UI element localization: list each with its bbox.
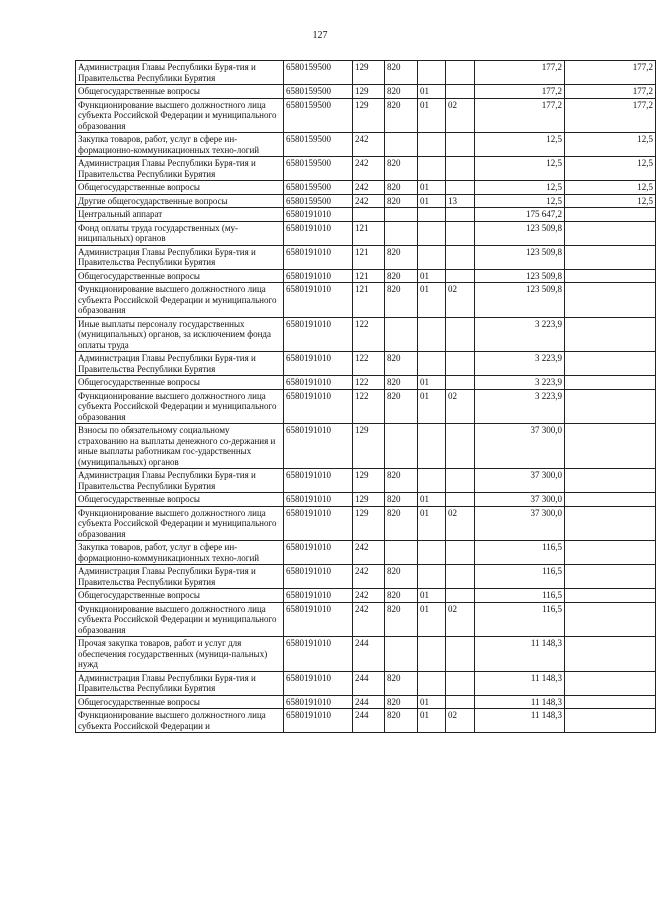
amount-cell-secondary <box>565 541 656 565</box>
table-row <box>76 283 656 318</box>
amount-cell-secondary <box>565 506 656 541</box>
table-row <box>76 85 656 99</box>
section-cell: 01 <box>418 709 446 733</box>
section-cell: 01 <box>418 98 446 133</box>
target-article-cell: 6580191010 <box>284 352 353 376</box>
target-article-cell: 6580191010 <box>284 424 353 469</box>
department-code-cell: 820 <box>385 589 418 603</box>
target-article-cell: 6580159500 <box>284 181 353 195</box>
department-code-cell: 820 <box>385 389 418 424</box>
target-article-cell: 6580191010 <box>284 208 353 222</box>
section-cell: 01 <box>418 589 446 603</box>
table-row <box>76 157 656 181</box>
subsection-cell <box>446 376 475 390</box>
subsection-cell <box>446 541 475 565</box>
expense-type-cell: 122 <box>353 389 385 424</box>
amount-cell-secondary: 177,2 <box>565 98 656 133</box>
amount-cell: 11 148,3 <box>475 695 565 709</box>
amount-cell-secondary <box>565 565 656 589</box>
expense-name-cell: Функционирование высшего должностного лица субъекта Российской Федерации и муниципального образования <box>76 283 284 318</box>
table-row <box>76 637 656 672</box>
amount-cell: 116,5 <box>475 565 565 589</box>
section-cell: 01 <box>418 493 446 507</box>
section-cell <box>418 424 446 469</box>
expense-type-cell: 242 <box>353 589 385 603</box>
expense-type-cell: 129 <box>353 469 385 493</box>
expense-name-cell: Общегосударственные вопросы <box>76 269 284 283</box>
amount-cell: 37 300,0 <box>475 493 565 507</box>
amount-cell-secondary <box>565 469 656 493</box>
expense-name-cell: Функционирование высшего должностного лица субъекта Российской Федерации и муниципального образования <box>76 98 284 133</box>
expense-type-cell: 129 <box>353 85 385 99</box>
expense-name-cell: Функционирование высшего должностного лица субъекта Российской Федерации и <box>76 709 284 733</box>
amount-cell-secondary <box>565 602 656 637</box>
subsection-cell <box>446 133 475 157</box>
expense-type-cell: 242 <box>353 133 385 157</box>
expense-name-cell: Прочая закупка товаров, работ и услуг для обеспечения государственных (муници-пальных) нужд <box>76 637 284 672</box>
amount-cell-secondary: 177,2 <box>565 85 656 99</box>
department-code-cell: 820 <box>385 283 418 318</box>
section-cell: 01 <box>418 85 446 99</box>
target-article-cell: 6580191010 <box>284 389 353 424</box>
amount-cell: 12,5 <box>475 181 565 195</box>
department-code-cell: 820 <box>385 194 418 208</box>
amount-cell-secondary <box>565 283 656 318</box>
expense-type-cell: 129 <box>353 98 385 133</box>
department-code-cell: 820 <box>385 98 418 133</box>
amount-cell: 175 647,2 <box>475 208 565 222</box>
budget-table-body <box>76 61 656 733</box>
amount-cell: 37 300,0 <box>475 469 565 493</box>
subsection-cell <box>446 469 475 493</box>
expense-type-cell: 242 <box>353 541 385 565</box>
department-code-cell <box>385 221 418 245</box>
expense-type-cell: 122 <box>353 352 385 376</box>
target-article-cell: 6580191010 <box>284 671 353 695</box>
amount-cell-secondary <box>565 637 656 672</box>
department-code-cell: 820 <box>385 671 418 695</box>
amount-cell-secondary <box>565 269 656 283</box>
subsection-cell <box>446 317 475 352</box>
table-row <box>76 194 656 208</box>
section-cell: 01 <box>418 602 446 637</box>
target-article-cell: 6580159500 <box>284 85 353 99</box>
target-article-cell: 6580191010 <box>284 317 353 352</box>
amount-cell: 116,5 <box>475 589 565 603</box>
expense-name-cell: Взносы по обязательному социальному страхованию на выплаты денежного со-держания и иные выплаты работникам гос-ударственных (муниципальных) органов <box>76 424 284 469</box>
section-cell: 01 <box>418 194 446 208</box>
expense-type-cell: 129 <box>353 61 385 85</box>
subsection-cell: 02 <box>446 602 475 637</box>
table-row <box>76 269 656 283</box>
subsection-cell <box>446 85 475 99</box>
amount-cell-secondary <box>565 589 656 603</box>
amount-cell: 3 223,9 <box>475 376 565 390</box>
department-code-cell: 820 <box>385 157 418 181</box>
amount-cell: 12,5 <box>475 133 565 157</box>
section-cell <box>418 671 446 695</box>
expense-name-cell: Администрация Главы Республики Буря-тия и Правительства Республики Бурятия <box>76 671 284 695</box>
department-code-cell <box>385 637 418 672</box>
amount-cell-secondary <box>565 376 656 390</box>
table-row <box>76 671 656 695</box>
expense-name-cell: Общегосударственные вопросы <box>76 493 284 507</box>
subsection-cell <box>446 589 475 603</box>
subsection-cell <box>446 695 475 709</box>
expense-type-cell: 244 <box>353 637 385 672</box>
target-article-cell: 6580191010 <box>284 541 353 565</box>
subsection-cell: 02 <box>446 283 475 318</box>
expense-type-cell: 242 <box>353 157 385 181</box>
amount-cell-secondary <box>565 208 656 222</box>
expense-type-cell: 121 <box>353 283 385 318</box>
department-code-cell: 820 <box>385 565 418 589</box>
table-row <box>76 317 656 352</box>
target-article-cell: 6580159500 <box>284 98 353 133</box>
section-cell <box>418 541 446 565</box>
amount-cell-secondary <box>565 317 656 352</box>
subsection-cell <box>446 157 475 181</box>
subsection-cell <box>446 181 475 195</box>
expense-name-cell: Общегосударственные вопросы <box>76 376 284 390</box>
expense-type-cell: 122 <box>353 376 385 390</box>
amount-cell-secondary: 12,5 <box>565 194 656 208</box>
subsection-cell: 02 <box>446 709 475 733</box>
department-code-cell: 820 <box>385 506 418 541</box>
section-cell: 01 <box>418 376 446 390</box>
amount-cell: 177,2 <box>475 61 565 85</box>
expense-name-cell: Общегосударственные вопросы <box>76 85 284 99</box>
table-row <box>76 565 656 589</box>
table-row <box>76 506 656 541</box>
section-cell <box>418 317 446 352</box>
target-article-cell: 6580159500 <box>284 194 353 208</box>
expense-type-cell <box>353 208 385 222</box>
section-cell <box>418 208 446 222</box>
section-cell: 01 <box>418 269 446 283</box>
amount-cell: 12,5 <box>475 157 565 181</box>
department-code-cell: 820 <box>385 493 418 507</box>
subsection-cell <box>446 424 475 469</box>
department-code-cell <box>385 133 418 157</box>
section-cell: 01 <box>418 695 446 709</box>
expense-name-cell: Фонд оплаты труда государственных (му-ниципальных) органов <box>76 221 284 245</box>
target-article-cell: 6580191010 <box>284 589 353 603</box>
expense-type-cell: 242 <box>353 181 385 195</box>
amount-cell-secondary <box>565 709 656 733</box>
table-row <box>76 181 656 195</box>
amount-cell: 11 148,3 <box>475 637 565 672</box>
amount-cell: 37 300,0 <box>475 506 565 541</box>
target-article-cell: 6580191010 <box>284 506 353 541</box>
target-article-cell: 6580191010 <box>284 376 353 390</box>
target-article-cell: 6580191010 <box>284 637 353 672</box>
table-row <box>76 352 656 376</box>
expense-type-cell: 244 <box>353 709 385 733</box>
department-code-cell: 820 <box>385 376 418 390</box>
subsection-cell: 02 <box>446 506 475 541</box>
expense-type-cell: 244 <box>353 671 385 695</box>
expense-name-cell: Функционирование высшего должностного лица субъекта Российской Федерации и муниципального образования <box>76 506 284 541</box>
expense-name-cell: Закупка товаров, работ, услуг в сфере ин-формационно-коммуникационных техно-логий <box>76 133 284 157</box>
table-row <box>76 221 656 245</box>
expense-name-cell: Функционирование высшего должностного лица субъекта Российской Федерации и муниципального образования <box>76 389 284 424</box>
subsection-cell <box>446 61 475 85</box>
amount-cell: 177,2 <box>475 98 565 133</box>
table-row <box>76 602 656 637</box>
table-row <box>76 541 656 565</box>
department-code-cell <box>385 208 418 222</box>
amount-cell: 11 148,3 <box>475 671 565 695</box>
target-article-cell: 6580191010 <box>284 565 353 589</box>
amount-cell-secondary <box>565 389 656 424</box>
amount-cell: 3 223,9 <box>475 317 565 352</box>
expense-name-cell: Администрация Главы Республики Буря-тия и Правительства Республики Бурятия <box>76 469 284 493</box>
section-cell: 01 <box>418 389 446 424</box>
amount-cell-secondary <box>565 493 656 507</box>
expense-type-cell: 242 <box>353 602 385 637</box>
department-code-cell <box>385 541 418 565</box>
amount-cell: 11 148,3 <box>475 709 565 733</box>
section-cell <box>418 61 446 85</box>
table-row <box>76 589 656 603</box>
expense-name-cell: Администрация Главы Республики Буря-тия и Правительства Республики Бурятия <box>76 352 284 376</box>
department-code-cell: 820 <box>385 61 418 85</box>
expense-type-cell: 121 <box>353 245 385 269</box>
section-cell <box>418 352 446 376</box>
table-row <box>76 208 656 222</box>
expense-type-cell: 242 <box>353 565 385 589</box>
department-code-cell: 820 <box>385 709 418 733</box>
target-article-cell: 6580159500 <box>284 61 353 85</box>
subsection-cell <box>446 565 475 589</box>
target-article-cell: 6580191010 <box>284 695 353 709</box>
target-article-cell: 6580191010 <box>284 493 353 507</box>
department-code-cell <box>385 317 418 352</box>
table-row <box>76 389 656 424</box>
section-cell <box>418 637 446 672</box>
expense-name-cell: Функционирование высшего должностного лица субъекта Российской Федерации и муниципального образования <box>76 602 284 637</box>
subsection-cell <box>446 208 475 222</box>
amount-cell-secondary: 12,5 <box>565 133 656 157</box>
amount-cell-secondary <box>565 424 656 469</box>
amount-cell: 177,2 <box>475 85 565 99</box>
department-code-cell: 820 <box>385 85 418 99</box>
department-code-cell: 820 <box>385 245 418 269</box>
table-row <box>76 493 656 507</box>
section-cell <box>418 469 446 493</box>
section-cell: 01 <box>418 283 446 318</box>
subsection-cell: 02 <box>446 389 475 424</box>
target-article-cell: 6580191010 <box>284 283 353 318</box>
department-code-cell: 820 <box>385 181 418 195</box>
amount-cell: 123 509,8 <box>475 269 565 283</box>
subsection-cell <box>446 221 475 245</box>
expense-type-cell: 244 <box>353 695 385 709</box>
amount-cell: 116,5 <box>475 602 565 637</box>
table-row <box>76 424 656 469</box>
amount-cell: 123 509,8 <box>475 283 565 318</box>
expense-type-cell: 122 <box>353 317 385 352</box>
table-row <box>76 376 656 390</box>
expense-name-cell: Общегосударственные вопросы <box>76 181 284 195</box>
page-number: 127 <box>312 30 328 41</box>
amount-cell: 37 300,0 <box>475 424 565 469</box>
table-row <box>76 61 656 85</box>
target-article-cell: 6580191010 <box>284 221 353 245</box>
target-article-cell: 6580159500 <box>284 157 353 181</box>
budget-table-container <box>75 60 653 733</box>
expense-name-cell: Администрация Главы Республики Буря-тия и Правительства Республики Бурятия <box>76 245 284 269</box>
target-article-cell: 6580159500 <box>284 133 353 157</box>
department-code-cell: 820 <box>385 469 418 493</box>
amount-cell: 116,5 <box>475 541 565 565</box>
expense-name-cell: Закупка товаров, работ, услуг в сфере ин-формационно-коммуникационных техно-логий <box>76 541 284 565</box>
amount-cell-secondary: 12,5 <box>565 157 656 181</box>
amount-cell: 3 223,9 <box>475 352 565 376</box>
subsection-cell <box>446 493 475 507</box>
section-cell: 01 <box>418 181 446 195</box>
expense-name-cell: Центральный аппарат <box>76 208 284 222</box>
table-row <box>76 98 656 133</box>
subsection-cell <box>446 245 475 269</box>
subsection-cell <box>446 671 475 695</box>
expense-name-cell: Другие общегосударственные вопросы <box>76 194 284 208</box>
table-row <box>76 133 656 157</box>
target-article-cell: 6580191010 <box>284 269 353 283</box>
budget-table <box>75 60 656 733</box>
subsection-cell <box>446 637 475 672</box>
expense-name-cell: Администрация Главы Республики Буря-тия и Правительства Республики Бурятия <box>76 61 284 85</box>
section-cell <box>418 133 446 157</box>
amount-cell-secondary <box>565 695 656 709</box>
table-row <box>76 469 656 493</box>
expense-name-cell: Администрация Главы Республики Буря-тия и Правительства Республики Бурятия <box>76 157 284 181</box>
department-code-cell: 820 <box>385 602 418 637</box>
amount-cell-secondary <box>565 221 656 245</box>
subsection-cell: 02 <box>446 98 475 133</box>
department-code-cell: 820 <box>385 269 418 283</box>
section-cell <box>418 245 446 269</box>
section-cell: 01 <box>418 506 446 541</box>
expense-type-cell: 129 <box>353 506 385 541</box>
department-code-cell: 820 <box>385 695 418 709</box>
expense-name-cell: Администрация Главы Республики Буря-тия и Правительства Республики Бурятия <box>76 565 284 589</box>
department-code-cell: 820 <box>385 352 418 376</box>
amount-cell-secondary <box>565 352 656 376</box>
table-row <box>76 245 656 269</box>
target-article-cell: 6580191010 <box>284 602 353 637</box>
amount-cell-secondary <box>565 245 656 269</box>
expense-name-cell: Общегосударственные вопросы <box>76 695 284 709</box>
amount-cell: 123 509,8 <box>475 221 565 245</box>
table-row <box>76 709 656 733</box>
subsection-cell: 13 <box>446 194 475 208</box>
section-cell <box>418 157 446 181</box>
section-cell <box>418 221 446 245</box>
table-row <box>76 695 656 709</box>
subsection-cell <box>446 269 475 283</box>
expense-name-cell: Иные выплаты персоналу государственных (муниципальных) органов, за исключением фонда оплаты труда <box>76 317 284 352</box>
expense-type-cell: 129 <box>353 424 385 469</box>
expense-name-cell: Общегосударственные вопросы <box>76 589 284 603</box>
department-code-cell <box>385 424 418 469</box>
expense-type-cell: 129 <box>353 493 385 507</box>
amount-cell-secondary: 177,2 <box>565 61 656 85</box>
target-article-cell: 6580191010 <box>284 469 353 493</box>
amount-cell: 123 509,8 <box>475 245 565 269</box>
target-article-cell: 6580191010 <box>284 709 353 733</box>
amount-cell: 12,5 <box>475 194 565 208</box>
expense-type-cell: 121 <box>353 269 385 283</box>
amount-cell-secondary: 12,5 <box>565 181 656 195</box>
amount-cell-secondary <box>565 671 656 695</box>
amount-cell: 3 223,9 <box>475 389 565 424</box>
target-article-cell: 6580191010 <box>284 245 353 269</box>
subsection-cell <box>446 352 475 376</box>
expense-type-cell: 242 <box>353 194 385 208</box>
section-cell <box>418 565 446 589</box>
expense-type-cell: 121 <box>353 221 385 245</box>
